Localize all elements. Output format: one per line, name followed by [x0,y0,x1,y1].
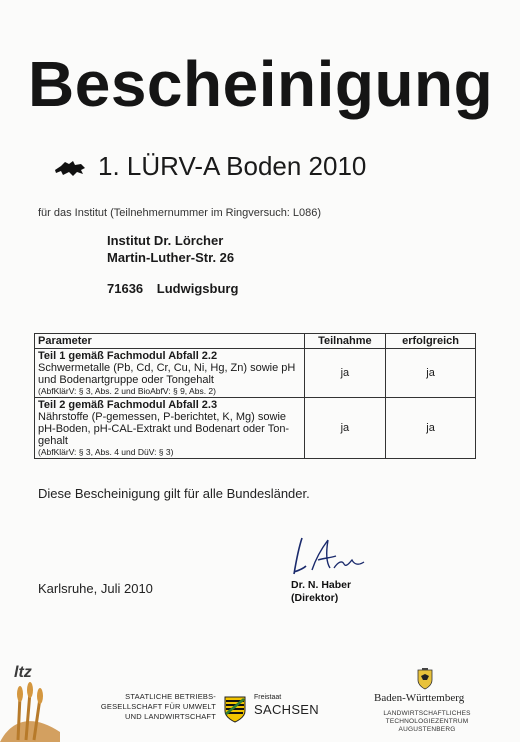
sachsen-label: SACHSEN [254,702,319,717]
institute-name: Institut Dr. Lörcher [107,233,224,248]
row-title: Teil 2 gemäß Fachmodul Abfall 2.3 [38,399,218,411]
page-title: Bescheinigung [28,48,494,120]
certificate-subtitle: 1. LÜRV-A Boden 2010 [98,151,367,181]
ltz-line: LANDWIRTSCHAFTLICHES TECHNOLOGIEZENTRUM [383,710,471,725]
baden-wuerttemberg-label: Baden-Württemberg [374,692,465,704]
row-participation: ja [304,398,385,459]
row-title: Teil 1 gemäß Fachmodul Abfall 2.2 [38,350,218,362]
row-description: Nährstoffe (P-gemessen, P-berichtet, K, Mg) sowie pH-Boden, pH-CAL-Extrakt und Bodenart oder Ton-gehalt [38,411,290,447]
sachsen-crest-icon [224,696,246,723]
row-participation: ja [304,349,385,398]
table-header-row [35,334,476,349]
row-description: Schwermetalle (Pb, Cd, Cr, Cu, Ni, Hg, Zn) sowie pH und Bodenartgruppe oder Tongehalt [38,362,296,386]
table-row [35,349,476,398]
handwritten-signature [288,532,368,580]
signer-role: (Direktor) [291,592,339,604]
ltz-logo-text: ltz [14,664,32,681]
ltz-line: AUGUSTENBERG [398,726,456,733]
sachsen-freistaat-label: Freistaat [254,694,282,701]
baden-wuerttemberg-crest-icon [415,668,435,690]
row-parameter-cell [35,398,305,459]
signer-name: Dr. N. Haber [291,579,352,591]
org-staatliche-betriebsgesellschaft [86,692,216,722]
header-success: erfolgreich [386,334,476,349]
place-date: Karlsruhe, Juli 2010 [38,581,153,596]
header-parameter: Parameter [35,334,305,349]
ltz-augustenberg-label [342,710,512,734]
baden-wuerttemberg-lion-icon [53,158,87,178]
institute-city: Ludwigsburg [156,281,239,296]
row-success: ja [386,349,476,398]
validity-statement: Diese Bescheinigung gilt für alle Bundesländer. [38,486,310,501]
ltz-logo-icon [0,662,80,742]
institute-zip: 71636 [107,281,144,296]
org-line: GESELLSCHAFT FÜR UMWELT [100,702,216,711]
org-line: UND LANDWIRTSCHAFT [125,712,216,721]
signer-block [291,579,351,605]
row-parameter-cell [35,349,305,398]
institute-city-line [107,281,238,296]
parameter-table [34,333,476,459]
table-row [35,398,476,459]
institute-street: Martin-Luther-Str. 26 [107,250,235,265]
row-success: ja [386,398,476,459]
intro-text: für das Institut (Teilnehmernummer im Ringversuch: L086) [38,207,322,219]
org-line: STAATLICHE BETRIEBS- [125,692,216,701]
row-reference: (AbfKlärV: § 3, Abs. 4 und DüV: § 3) [38,447,174,457]
row-reference: (AbfKlärV: § 3, Abs. 2 und BioAbfV: § 9, Abs. 2) [38,386,216,396]
header-participation: Teilnahme [304,334,385,349]
